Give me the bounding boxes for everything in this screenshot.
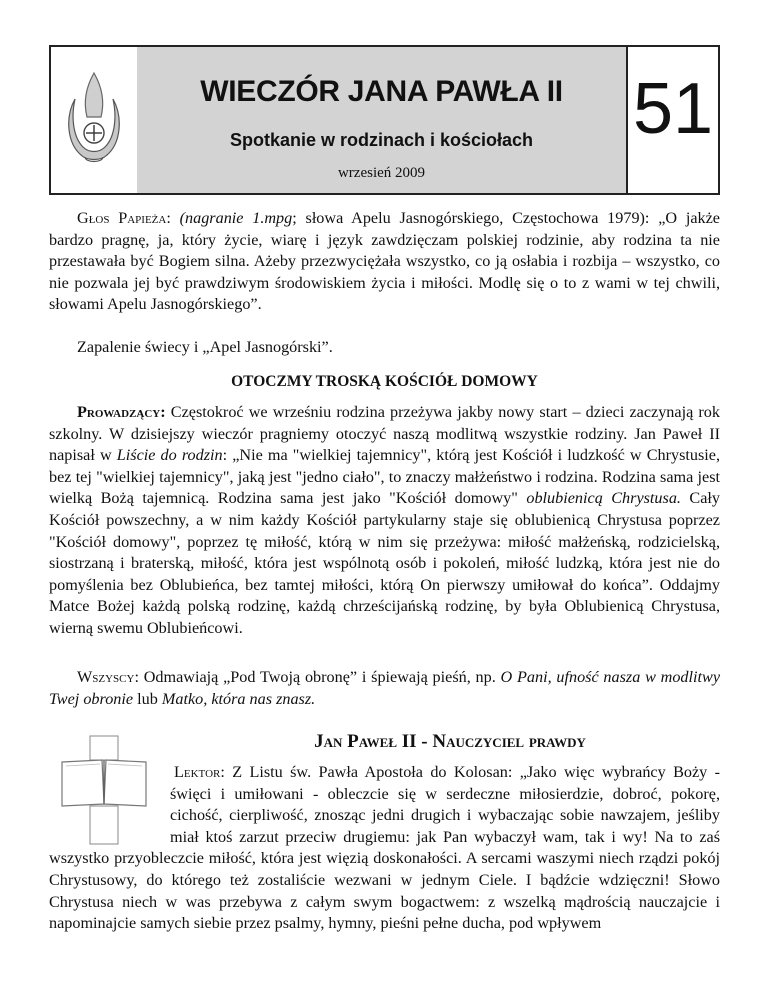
wszyscy-colon: :: [134, 668, 139, 686]
candle-line: Zapalenie świecy i „Apel Jasnogórski”.: [77, 338, 333, 356]
prowadzacy-italic: oblubienicą Chrystusa.: [526, 489, 681, 508]
lektor-colon: :: [220, 763, 225, 781]
candle-cross-icon: [61, 71, 127, 171]
issue-date: wrzesień 2009: [337, 165, 426, 181]
wszyscy-paragraph: [49, 667, 720, 710]
lektor-label: Lektor: [174, 763, 221, 781]
wszyscy-song2: Matko, która nas znasz.: [161, 689, 316, 708]
title-cell: [137, 47, 628, 193]
wszyscy-text-a: Odmawiają „Pod Twoją obronę” i śpiewają pieśń, np.: [138, 668, 501, 686]
logo-cell: [51, 47, 139, 193]
wszyscy-text-b: lub: [133, 689, 162, 708]
prowadzacy-source: Liście do rodzin: [116, 446, 223, 465]
header-box: [49, 45, 720, 195]
section-heading-teacher-of-truth: Jan Paweł II - Nauczyciel prawdy: [314, 731, 586, 752]
prowadzacy-text-c: Cały Kościół powszechny, a w nim każdy Kościół partykularny staje się oblubienicą Chrystusa poprzez "Kościół domowy", poprzez tę miłość, którą w nim się przeżywa: miłość małżeńską, rodzicielską, siostrzaną i braterską, miłość, która jest wspólnotą osób i pokoleń, miłość ludzką, która jest nie do pomyślenia bez Oblubieńca, bez tamtej miłości, którą On pierwszy umiłował do końca”. Oddajmy Matce Bożej każdą polską rodzinę, każdą chrześcijańską rodzinę, by była Oblubienicą Chrystusa, wierną swemu Oblubieńcowi.: [49, 489, 721, 637]
issue-number: 51: [632, 69, 714, 149]
issue-number-cell: [628, 47, 718, 193]
glos-label: Głos Papieża: [77, 209, 167, 227]
newsletter-subtitle: Spotkanie w rodzinach i kościołach: [229, 130, 534, 150]
prowadzacy-paragraph: [49, 402, 720, 640]
glos-papieza-paragraph: [49, 208, 720, 316]
glos-colon: :: [166, 209, 171, 227]
book-icon-spacer: [49, 762, 170, 846]
lektor-text: Z Listu św. Pawła Apostoła do Kolosan: „Jako więc wybrańcy Boży - święci i umiłowani - obleczcie się w serdeczne miłosierdzie, dobroć, pokorę, cichość, cierpliwość, znosząc jedni drugich i wybaczając sobie nawzajem, jeśliby miał ktoś zarzut przeciw drugiemu: jak Pan wybaczył wam, tak i wy! Na to zaś wszystko przyobleczcie miłość, która jest więzią doskonałości. A sercami waszymi niech rządzi pokój Chrystusowy, do którego też zostaliście wezwani w jednym Ciele. I bądźcie wdzięczni! Słowo Chrystusa niech w was przebywa z całym swym bogactwem: z wszelką mądrością nauczajcie i napominajcie samych siebie przez psalmy, hymny, pieśni pełne ducha, pod wpływem: [49, 763, 720, 933]
wszyscy-song1: O Pani, ufność nasza w modlitwy Twej obronie: [49, 668, 720, 708]
newsletter-title: WIECZÓR JANA PAWŁA II: [200, 75, 563, 108]
prowadzacy-text-b: : „Nie ma "wielkiej tajemnicy", którą jest Kościół i ludzkość w Chrystusie, bez tej "wielkiej tajemnicy", jaką jest "jedno ciało", to znaczy małżeństwo i rodzina. Rodzina sama jest wielką Bożą tajemnicą. Rodzina sama jest jako "Kościół domowy": [49, 446, 720, 508]
section-heading-domestic-church: OTOCZMY TROSKĄ KOŚCIÓŁ DOMOWY: [231, 373, 538, 390]
prowadzacy-text-a: Częstokroć we wrześniu rodzina przeżywa jakby nowy start – dzieci zaczynają rok szkolny. W dzisiejszy wieczór pragniemy otoczyć naszą modlitwą wszystkie rodziny. Jan Paweł II napisał w: [49, 403, 720, 465]
lektor-paragraph: [49, 762, 720, 935]
wszyscy-label: Wszyscy: [77, 668, 135, 686]
glos-source: (nagranie 1.mpg: [179, 209, 293, 227]
glos-text: ; słowa Apelu Jasnogórskiego, Częstochowa 1979): „O jakże bardzo pragnę, ja, który życie, wiarę i język zawdzięczam polskiej rodzinie, aby rodzina ta nie przestawała być Bogiem silna. Ażeby przezwyciężała wszystko, co ją osłabia i rozbija – wszystko, co nie pozwala jej być prawdziwym środowiskiem życia i miłości. Modlę się o to z wami w tej chwili, słowami Apelu Jasnogórskiego”.: [49, 209, 720, 314]
prowadzacy-label: Prowadzący:: [77, 403, 166, 421]
